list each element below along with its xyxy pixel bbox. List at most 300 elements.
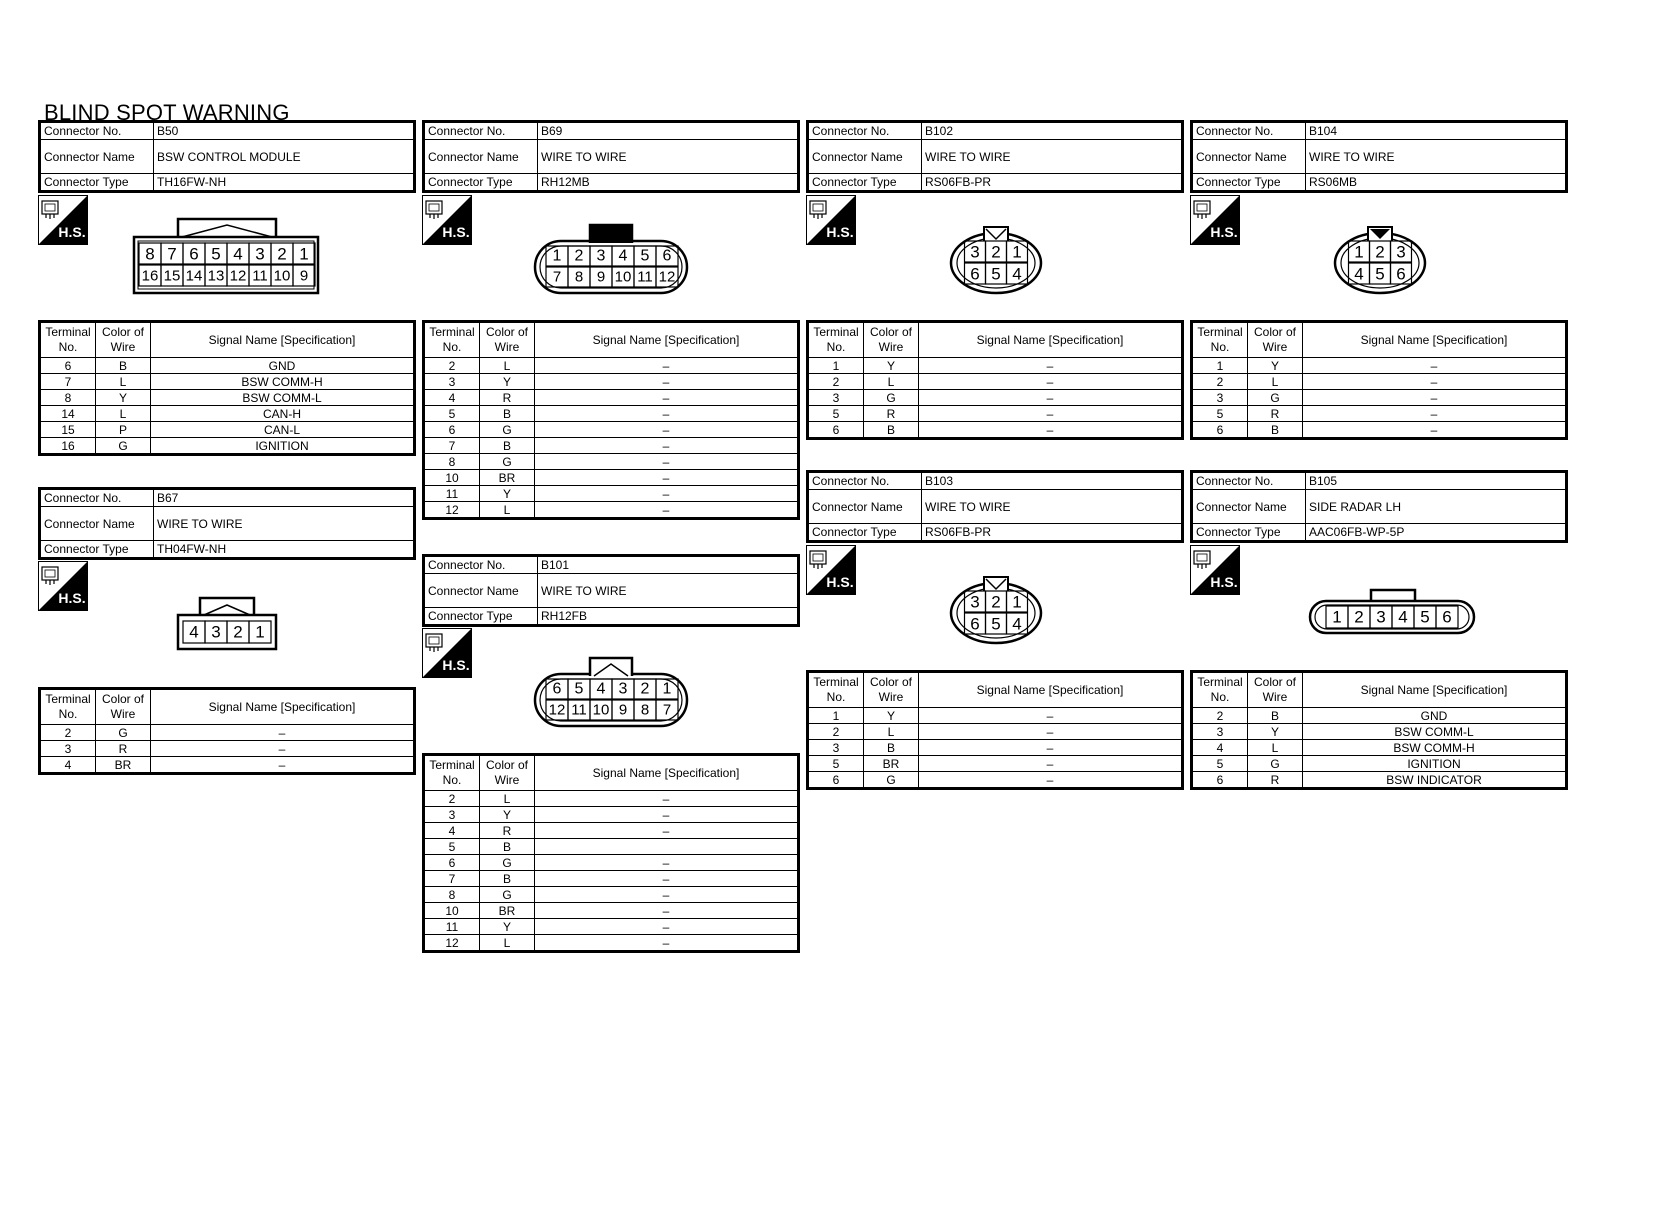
connector-type-value: TH04FW-NH: [154, 541, 415, 559]
connector-info-table: [422, 120, 800, 193]
terminal-no: 2: [808, 374, 864, 390]
connector-type-value: RH12FB: [538, 608, 799, 626]
wire-color-header: Color of Wire: [96, 322, 151, 358]
hs-label: H.S.: [1210, 574, 1238, 590]
terminal-no: 5: [808, 756, 864, 772]
wire-color: B: [1248, 422, 1303, 439]
terminal-no: 6: [40, 358, 96, 374]
pin-label: 10: [273, 267, 291, 285]
signal-name: –: [1303, 358, 1567, 374]
pin-label: 2: [277, 244, 287, 264]
connector-type-label: Connector Type: [1192, 524, 1306, 542]
terminal-no: 3: [1192, 390, 1248, 406]
harness-side-icon: [422, 195, 472, 245]
signal-name: –: [151, 757, 415, 774]
pin-label: 2: [640, 680, 650, 698]
terminal-no: 8: [40, 390, 96, 406]
connector-face-diagram: [948, 223, 1044, 295]
terminal-no-header: Terminal No.: [424, 755, 480, 791]
signal-name: –: [151, 725, 415, 741]
wire-color: B: [480, 871, 535, 887]
connector-number-label: Connector No.: [424, 122, 538, 140]
wire-color: L: [864, 724, 919, 740]
pin-label: 10: [592, 701, 610, 719]
wire-color: L: [480, 502, 535, 519]
signal-name: –: [535, 358, 799, 374]
terminal-no: 8: [424, 887, 480, 903]
terminal-table: [422, 320, 800, 520]
pin-label: 8: [574, 268, 584, 286]
wire-color: B: [480, 406, 535, 422]
pin-label: 1: [255, 622, 265, 642]
pin-label: 9: [596, 268, 606, 286]
signal-name: –: [1303, 422, 1567, 439]
signal-name-header: Signal Name [Specification]: [535, 755, 799, 791]
signal-name: –: [919, 390, 1183, 406]
terminal-no: 3: [424, 807, 480, 823]
table-row: [40, 725, 415, 741]
table-row: [40, 741, 415, 757]
pin-label: 6: [1442, 607, 1452, 627]
connector-type-value: RS06FB-PR: [922, 174, 1183, 192]
pin-label: 4: [1012, 614, 1022, 634]
pin-label: 9: [299, 267, 309, 285]
connector-name-value: BSW CONTROL MODULE: [154, 140, 415, 174]
table-row: [424, 358, 799, 374]
wire-color: BR: [480, 470, 535, 486]
signal-name: IGNITION: [1303, 756, 1567, 772]
wire-color: L: [480, 791, 535, 807]
wire-color: R: [480, 823, 535, 839]
terminal-no: 11: [424, 919, 480, 935]
pin-label: 7: [552, 268, 562, 286]
connector-type-value: RS06MB: [1306, 174, 1567, 192]
connector-face-diagram: [132, 217, 322, 297]
wire-color: B: [480, 438, 535, 454]
connector-number-label: Connector No.: [808, 472, 922, 490]
table-row: [424, 486, 799, 502]
wire-color: Y: [864, 708, 919, 724]
terminal-table-wrap: [38, 320, 416, 456]
terminal-no: 4: [424, 390, 480, 406]
connector-name-label: Connector Name: [1192, 140, 1306, 174]
table-row: [424, 807, 799, 823]
pin-label: 1: [299, 244, 309, 264]
pin-label: 10: [614, 268, 632, 286]
wire-color: L: [480, 935, 535, 952]
table-row: [808, 390, 1183, 406]
hs-label: H.S.: [58, 590, 86, 606]
signal-name: [535, 839, 799, 855]
table-row: [40, 358, 415, 374]
signal-name: –: [535, 919, 799, 935]
signal-name: BSW COMM-L: [1303, 724, 1567, 740]
wire-color: G: [480, 422, 535, 438]
pin-label: 6: [189, 244, 199, 264]
signal-name: BSW INDICATOR: [1303, 772, 1567, 789]
terminal-no: 14: [40, 406, 96, 422]
pin-label: 5: [640, 247, 650, 265]
signal-name: –: [535, 486, 799, 502]
terminal-table-wrap: [1190, 670, 1568, 790]
wire-color: Y: [480, 374, 535, 390]
pin-label: 1: [552, 247, 562, 265]
terminal-no-header: Terminal No.: [808, 672, 864, 708]
signal-name: –: [535, 454, 799, 470]
signal-name: GND: [151, 358, 415, 374]
wire-color: BR: [864, 756, 919, 772]
connector-face-diagram: [176, 595, 280, 653]
table-row: [40, 757, 415, 774]
table-row: [40, 406, 415, 422]
wire-color: R: [1248, 772, 1303, 789]
table-row: [808, 756, 1183, 772]
signal-name: –: [535, 390, 799, 406]
wire-color: R: [1248, 406, 1303, 422]
terminal-no-header: Terminal No.: [1192, 672, 1248, 708]
signal-name-header: Signal Name [Specification]: [151, 689, 415, 725]
signal-name: –: [535, 887, 799, 903]
pin-label: 4: [189, 622, 199, 642]
table-row: [1192, 724, 1567, 740]
table-row: [1192, 756, 1567, 772]
terminal-no: 4: [40, 757, 96, 774]
terminal-no: 5: [424, 839, 480, 855]
signal-name: BSW COMM-L: [151, 390, 415, 406]
signal-name: –: [1303, 374, 1567, 390]
wire-color: G: [96, 438, 151, 455]
pin-label: 5: [211, 244, 221, 264]
wire-color: Y: [96, 390, 151, 406]
signal-name: –: [535, 807, 799, 823]
connector-number-value: B102: [922, 122, 1183, 140]
pin-label: 4: [1012, 264, 1022, 284]
terminal-no: 1: [808, 358, 864, 374]
signal-name: –: [535, 871, 799, 887]
table-row: [424, 935, 799, 952]
terminal-no: 5: [424, 406, 480, 422]
terminal-no-header: Terminal No.: [424, 322, 480, 358]
table-row: [808, 724, 1183, 740]
connector-number-value: B69: [538, 122, 799, 140]
terminal-no: 10: [424, 470, 480, 486]
harness-side-icon: [38, 195, 88, 245]
pin-label: 2: [991, 592, 1001, 612]
wire-color-header: Color of Wire: [96, 689, 151, 725]
terminal-no: 7: [40, 374, 96, 390]
pin-label: 1: [1332, 607, 1342, 627]
wire-color: G: [864, 772, 919, 789]
pin-label: 8: [145, 244, 155, 264]
terminal-no: 12: [424, 502, 480, 519]
wire-color: B: [480, 839, 535, 855]
connector-name-value: WIRE TO WIRE: [922, 490, 1183, 524]
wire-color: B: [864, 740, 919, 756]
signal-name: –: [535, 502, 799, 519]
connector-number-label: Connector No.: [40, 122, 154, 140]
pin-label: 15: [163, 267, 181, 285]
terminal-no: 2: [1192, 708, 1248, 724]
wire-color: B: [96, 358, 151, 374]
pin-label: 1: [1012, 242, 1022, 262]
signal-name: –: [919, 422, 1183, 439]
connector-type-label: Connector Type: [424, 174, 538, 192]
signal-name: –: [919, 406, 1183, 422]
signal-name: –: [1303, 390, 1567, 406]
signal-name: –: [535, 406, 799, 422]
table-row: [1192, 772, 1567, 789]
wire-color: Y: [1248, 724, 1303, 740]
pin-label: 6: [662, 247, 672, 265]
wire-color: R: [480, 390, 535, 406]
connector-number-label: Connector No.: [1192, 472, 1306, 490]
terminal-no: 5: [808, 406, 864, 422]
connector-info-table: [38, 487, 416, 560]
pin-label: 4: [618, 247, 628, 265]
connector-face-diagram: [532, 217, 692, 297]
connector-number-label: Connector No.: [40, 489, 154, 507]
signal-name: –: [535, 374, 799, 390]
wire-color: L: [96, 374, 151, 390]
pin-label: 5: [991, 614, 1001, 634]
pin-label: 7: [167, 244, 177, 264]
hs-label: H.S.: [826, 224, 854, 240]
terminal-no-header: Terminal No.: [40, 322, 96, 358]
connector-number-value: B105: [1306, 472, 1567, 490]
table-row: [808, 772, 1183, 789]
connector-number-value: B67: [154, 489, 415, 507]
signal-name: –: [151, 741, 415, 757]
terminal-table: [38, 687, 416, 775]
table-row: [808, 374, 1183, 390]
terminal-no: 3: [40, 741, 96, 757]
signal-name: –: [1303, 406, 1567, 422]
signal-name: –: [919, 358, 1183, 374]
table-row: [424, 390, 799, 406]
pin-label: 11: [637, 268, 653, 286]
connector-info-table: [1190, 470, 1568, 543]
terminal-no-header: Terminal No.: [40, 689, 96, 725]
terminal-no: 3: [424, 374, 480, 390]
pin-label: 6: [970, 614, 980, 634]
signal-name: CAN-L: [151, 422, 415, 438]
pin-label: 5: [1420, 607, 1430, 627]
wire-color: Y: [1248, 358, 1303, 374]
wire-color-header: Color of Wire: [864, 672, 919, 708]
terminal-table: [806, 320, 1184, 440]
terminal-table: [806, 670, 1184, 790]
connector-info-table: [806, 120, 1184, 193]
pin-label: 3: [970, 242, 980, 262]
connector-info-table: [1190, 120, 1568, 193]
pin-label: 3: [970, 592, 980, 612]
connector-number-value: B104: [1306, 122, 1567, 140]
signal-name: –: [919, 756, 1183, 772]
terminal-no: 15: [40, 422, 96, 438]
table-row: [424, 871, 799, 887]
table-row: [424, 454, 799, 470]
wire-color-header: Color of Wire: [480, 322, 535, 358]
connector-name-label: Connector Name: [424, 140, 538, 174]
terminal-no: 6: [424, 855, 480, 871]
table-row: [424, 406, 799, 422]
table-row: [40, 390, 415, 406]
connector-info-table: [38, 120, 416, 193]
signal-name-header: Signal Name [Specification]: [151, 322, 415, 358]
wire-color: Y: [480, 807, 535, 823]
wire-color: B: [1248, 708, 1303, 724]
terminal-no: 11: [424, 486, 480, 502]
signal-name: –: [919, 708, 1183, 724]
signal-name-header: Signal Name [Specification]: [535, 322, 799, 358]
pin-label: 5: [1375, 264, 1385, 284]
pin-label: 11: [571, 701, 587, 719]
pin-label: 6: [552, 680, 562, 698]
table-row: [1192, 374, 1567, 390]
wire-color: L: [864, 374, 919, 390]
pin-label: 11: [252, 267, 268, 285]
terminal-no: 6: [1192, 772, 1248, 789]
harness-side-icon: [1190, 195, 1240, 245]
pin-label: 6: [1396, 264, 1406, 284]
connector-name-value: WIRE TO WIRE: [538, 140, 799, 174]
connector-name-label: Connector Name: [40, 140, 154, 174]
harness-side-icon: [806, 195, 856, 245]
table-row: [808, 358, 1183, 374]
table-row: [1192, 406, 1567, 422]
connector-number-value: B101: [538, 556, 799, 574]
harness-side-icon: [806, 545, 856, 595]
pin-label: 3: [618, 680, 628, 698]
table-row: [40, 438, 415, 455]
connector-type-label: Connector Type: [424, 608, 538, 626]
signal-name: –: [919, 740, 1183, 756]
connector-number-label: Connector No.: [424, 556, 538, 574]
connector-name-label: Connector Name: [424, 574, 538, 608]
connector-name-label: Connector Name: [40, 507, 154, 541]
terminal-no: 7: [424, 871, 480, 887]
table-row: [40, 374, 415, 390]
signal-name-header: Signal Name [Specification]: [1303, 322, 1567, 358]
wire-color: R: [96, 741, 151, 757]
pin-label: 4: [233, 244, 243, 264]
connector-type-label: Connector Type: [40, 174, 154, 192]
terminal-table-wrap: [806, 670, 1184, 790]
signal-name: GND: [1303, 708, 1567, 724]
pin-label: 1: [1354, 242, 1364, 262]
pin-label: 4: [1398, 607, 1408, 627]
signal-name: –: [919, 374, 1183, 390]
terminal-no: 10: [424, 903, 480, 919]
pin-label: 7: [662, 701, 672, 719]
signal-name: –: [919, 724, 1183, 740]
signal-name: –: [535, 422, 799, 438]
wire-color-header: Color of Wire: [1248, 322, 1303, 358]
wire-color: G: [1248, 390, 1303, 406]
table-row: [808, 740, 1183, 756]
connector-name-label: Connector Name: [1192, 490, 1306, 524]
table-row: [424, 903, 799, 919]
signal-name: –: [535, 903, 799, 919]
table-row: [424, 422, 799, 438]
pin-label: 8: [640, 701, 650, 719]
wire-color: R: [864, 406, 919, 422]
terminal-no: 3: [808, 390, 864, 406]
connector-type-label: Connector Type: [808, 174, 922, 192]
wire-color: L: [1248, 740, 1303, 756]
signal-name-header: Signal Name [Specification]: [1303, 672, 1567, 708]
hs-label: H.S.: [826, 574, 854, 590]
connector-type-value: TH16FW-NH: [154, 174, 415, 192]
table-row: [808, 708, 1183, 724]
terminal-no: 2: [424, 791, 480, 807]
wire-color: G: [1248, 756, 1303, 772]
connector-info-table: [806, 470, 1184, 543]
connector-name-value: SIDE RADAR LH: [1306, 490, 1567, 524]
connector-name-value: WIRE TO WIRE: [538, 574, 799, 608]
signal-name: –: [535, 855, 799, 871]
signal-name: BSW COMM-H: [151, 374, 415, 390]
pin-label: 16: [141, 267, 159, 285]
connector-name-value: WIRE TO WIRE: [1306, 140, 1567, 174]
terminal-no: 2: [40, 725, 96, 741]
terminal-no: 8: [424, 454, 480, 470]
connector-type-value: RH12MB: [538, 174, 799, 192]
wire-color: Y: [864, 358, 919, 374]
harness-side-icon: [1190, 545, 1240, 595]
table-row: [1192, 740, 1567, 756]
table-row: [808, 422, 1183, 439]
pin-label: 3: [596, 247, 606, 265]
wire-color: B: [864, 422, 919, 439]
terminal-no: 6: [808, 422, 864, 439]
table-row: [424, 839, 799, 855]
pin-label: 13: [207, 267, 225, 285]
terminal-no: 1: [808, 708, 864, 724]
table-row: [424, 887, 799, 903]
terminal-no: 2: [424, 358, 480, 374]
pin-label: 2: [991, 242, 1001, 262]
pin-label: 6: [970, 264, 980, 284]
terminal-table-wrap: [1190, 320, 1568, 440]
connector-info-table: [422, 554, 800, 627]
page-title: BLIND SPOT WARNING: [44, 100, 290, 125]
connector-face-diagram: [1308, 587, 1478, 635]
table-row: [1192, 390, 1567, 406]
terminal-no: 2: [1192, 374, 1248, 390]
pin-label: 5: [574, 680, 584, 698]
terminal-table: [1190, 320, 1568, 440]
connector-number-label: Connector No.: [1192, 122, 1306, 140]
table-row: [424, 823, 799, 839]
pin-label: 2: [233, 622, 243, 642]
table-row: [424, 919, 799, 935]
table-row: [424, 791, 799, 807]
terminal-no: 5: [1192, 756, 1248, 772]
wire-color: Y: [480, 919, 535, 935]
wire-color: G: [864, 390, 919, 406]
terminal-no: 4: [1192, 740, 1248, 756]
pin-label: 12: [229, 267, 247, 285]
table-row: [40, 422, 415, 438]
terminal-table-wrap: [806, 320, 1184, 440]
connector-type-label: Connector Type: [1192, 174, 1306, 192]
terminal-no: 3: [808, 740, 864, 756]
pin-label: 4: [1354, 264, 1364, 284]
wire-color-header: Color of Wire: [1248, 672, 1303, 708]
connector-number-label: Connector No.: [808, 122, 922, 140]
pin-label: 2: [574, 247, 584, 265]
